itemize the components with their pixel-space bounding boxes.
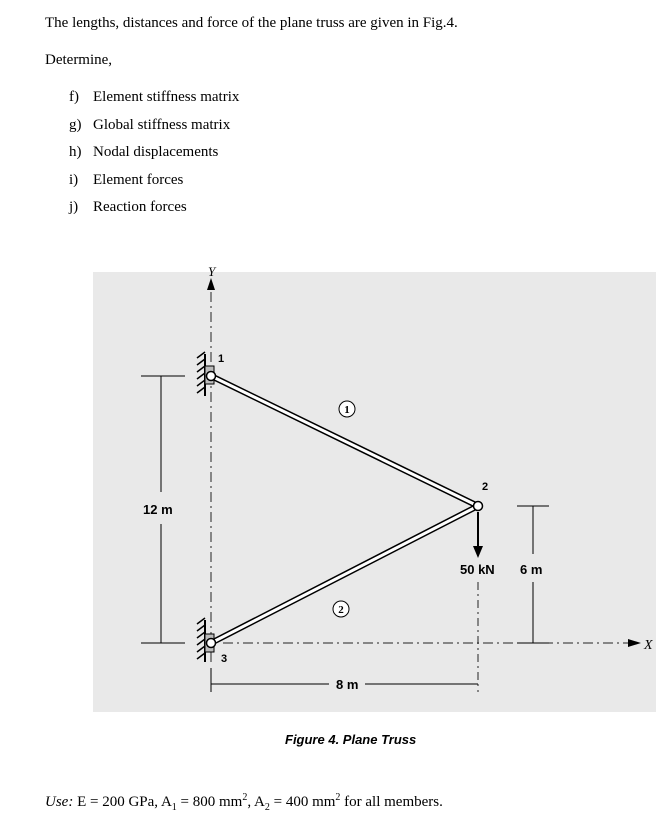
task-item [69, 89, 239, 106]
x-axis-label: X [644, 638, 653, 653]
node-1-pin [207, 372, 216, 381]
a2-superscript: 2 [335, 792, 341, 803]
problem-intro: The lengths, distances and force of the plane truss are given in Fig.4. [45, 15, 458, 31]
node-2-label: 2 [482, 481, 489, 493]
node-3-label: 3 [221, 653, 228, 665]
figure-caption: Figure 4. Plane Truss [285, 732, 417, 747]
a1-subscript: 1 [171, 802, 177, 813]
task-text: Element stiffness matrix [93, 89, 240, 105]
task-label: i) [69, 172, 79, 188]
a1-value: = 800 mm [180, 794, 243, 810]
task-label: h) [69, 144, 82, 160]
a2-value: = 400 mm [273, 794, 336, 810]
node-1-label: 1 [218, 353, 225, 365]
dim-height-label: 12 m [143, 502, 173, 517]
node-3-pin [207, 639, 216, 648]
a1-superscript: 2 [242, 792, 248, 803]
dim-width-label: 8 m [336, 677, 359, 692]
member-1 [211, 376, 478, 506]
truss-diagram [93, 264, 656, 712]
dim-offset-label: 6 m [520, 562, 543, 577]
y-axis-arrow-icon [207, 278, 215, 290]
task-text: Nodal displacements [93, 144, 219, 160]
x-axis-arrow-icon [628, 639, 641, 647]
element-1-label: 1 [344, 404, 350, 416]
task-text: Reaction forces [93, 199, 187, 215]
determine-heading: Determine, [45, 52, 113, 68]
y-axis-label: Y [208, 264, 216, 279]
task-item [69, 144, 218, 161]
e-value: E = 200 GPa, A [77, 794, 172, 810]
task-item [69, 172, 183, 189]
use-suffix: for all members. [344, 794, 443, 810]
task-label: j) [69, 199, 79, 215]
truss-figure [93, 264, 656, 712]
material-properties [45, 792, 443, 813]
use-prefix: Use: [45, 794, 74, 810]
task-label: f) [69, 89, 79, 105]
task-text: Global stiffness matrix [93, 117, 231, 133]
load-label: 50 kN [460, 562, 495, 577]
member-2 [211, 506, 478, 643]
task-item [69, 199, 187, 216]
task-label: g) [69, 117, 82, 133]
task-text: Element forces [93, 172, 184, 188]
a2-subscript: 2 [264, 802, 270, 813]
task-item [69, 117, 230, 134]
a2-separator: , A [247, 794, 265, 810]
element-2-label: 2 [338, 604, 344, 616]
load-arrow-icon [473, 546, 483, 558]
node-2-pin [474, 502, 483, 511]
